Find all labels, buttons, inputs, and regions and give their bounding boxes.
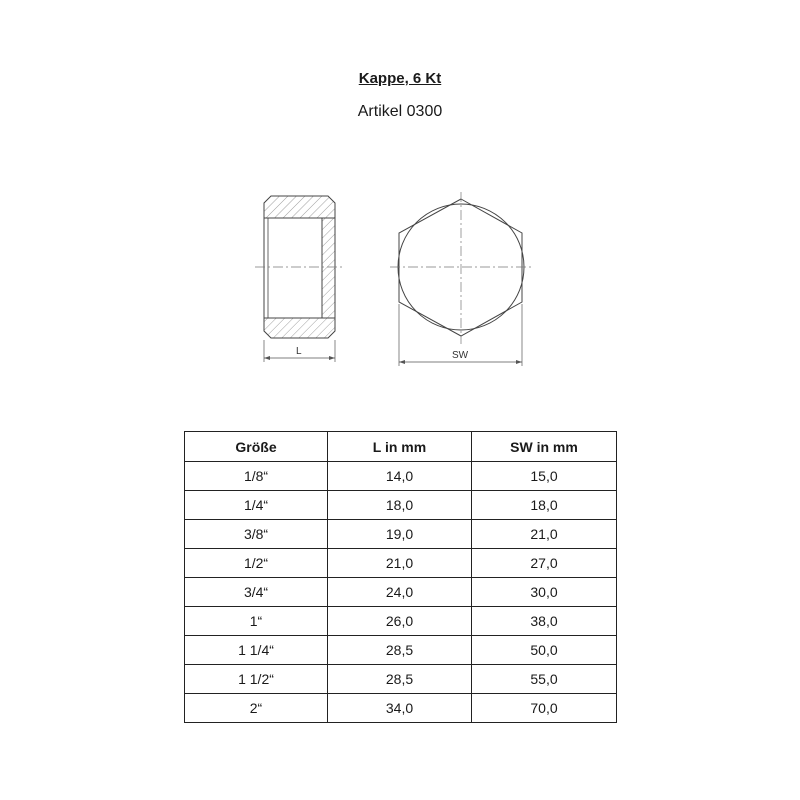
- table-row: [185, 578, 617, 607]
- cell-size: 1 1/4“: [185, 636, 328, 665]
- table-row: [185, 462, 617, 491]
- inner-cavity: [264, 218, 322, 318]
- article-number: Artikel 0300: [357, 103, 443, 120]
- cell-width: 18,0: [472, 491, 617, 520]
- page-title: Kappe, 6 Kt: [358, 70, 442, 87]
- table-row: [185, 665, 617, 694]
- cell-size: 3/8“: [185, 520, 328, 549]
- cell-width: 30,0: [472, 578, 617, 607]
- dimension-label-l: L: [296, 346, 302, 357]
- cell-width: 15,0: [472, 462, 617, 491]
- cell-size: 1/4“: [185, 491, 328, 520]
- cell-width: 38,0: [472, 607, 617, 636]
- cell-size: 1/2“: [185, 549, 328, 578]
- bottom-wall-section: [264, 318, 335, 338]
- table-row: [185, 491, 617, 520]
- cell-length: 28,5: [328, 636, 472, 665]
- table-row: [185, 549, 617, 578]
- size-table: [184, 431, 617, 723]
- table-header-row: [185, 432, 617, 462]
- cell-size: 3/4“: [185, 578, 328, 607]
- end-wall-section: [322, 218, 335, 318]
- column-header-length: L in mm: [328, 432, 472, 462]
- cell-width: 70,0: [472, 694, 617, 723]
- cell-size: 2“: [185, 694, 328, 723]
- side-view-section: [255, 196, 345, 362]
- cell-length: 34,0: [328, 694, 472, 723]
- table-row: [185, 694, 617, 723]
- cell-length: 14,0: [328, 462, 472, 491]
- front-view-hexagon: [390, 192, 532, 366]
- cell-width: 21,0: [472, 520, 617, 549]
- cell-width: 55,0: [472, 665, 617, 694]
- cell-length: 21,0: [328, 549, 472, 578]
- dimension-label-sw: SW: [452, 350, 469, 361]
- cell-length: 26,0: [328, 607, 472, 636]
- hexagon-outline: [399, 199, 522, 336]
- cell-length: 24,0: [328, 578, 472, 607]
- cell-length: 19,0: [328, 520, 472, 549]
- column-header-width: SW in mm: [472, 432, 617, 462]
- table-row: [185, 607, 617, 636]
- top-wall-section: [264, 196, 335, 218]
- cell-length: 18,0: [328, 491, 472, 520]
- cell-size: 1 1/2“: [185, 665, 328, 694]
- table-row: [185, 636, 617, 665]
- cell-width: 50,0: [472, 636, 617, 665]
- cell-length: 28,5: [328, 665, 472, 694]
- cell-size: 1/8“: [185, 462, 328, 491]
- cell-size: 1“: [185, 607, 328, 636]
- column-header-size: Größe: [185, 432, 328, 462]
- table-row: [185, 520, 617, 549]
- cell-width: 27,0: [472, 549, 617, 578]
